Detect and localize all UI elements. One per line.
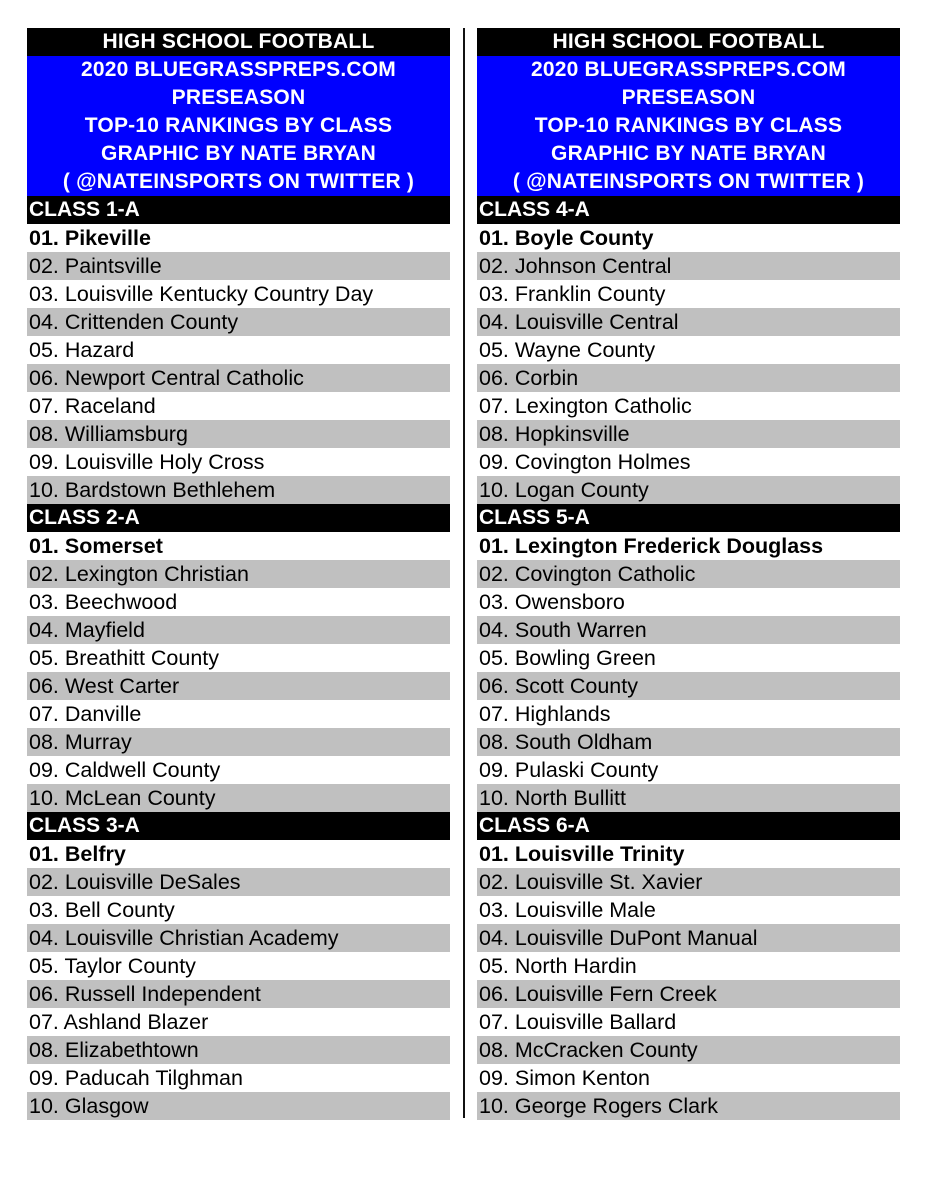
ranking-row: 07. Ashland Blazer <box>27 1008 450 1036</box>
ranking-row: 02. Johnson Central <box>477 252 900 280</box>
ranking-row: 09. Simon Kenton <box>477 1064 900 1092</box>
ranking-row: 09. Covington Holmes <box>477 448 900 476</box>
header-blue-block <box>27 56 450 196</box>
ranking-row: 10. Bardstown Bethlehem <box>27 476 450 504</box>
right-sections <box>477 196 900 1120</box>
ranking-row: 04. Mayfield <box>27 616 450 644</box>
header-blue-block <box>477 56 900 196</box>
left-header <box>27 28 450 196</box>
class-heading: CLASS 1-A <box>27 196 450 224</box>
header-line: ( @NATEINSPORTS ON TWITTER ) <box>512 170 865 193</box>
ranking-row: 01. Louisville Trinity <box>477 840 900 868</box>
ranking-row: 07. Highlands <box>477 700 900 728</box>
ranking-row: 05. Bowling Green <box>477 644 900 672</box>
ranking-row: 07. Raceland <box>27 392 450 420</box>
ranking-row: 06. West Carter <box>27 672 450 700</box>
class-heading: CLASS 4-A <box>477 196 900 224</box>
ranking-row: 04. South Warren <box>477 616 900 644</box>
ranking-row: 08. Hopkinsville <box>477 420 900 448</box>
ranking-row: 07. Lexington Catholic <box>477 392 900 420</box>
ranking-row: 08. Williamsburg <box>27 420 450 448</box>
header-line: TOP-10 RANKINGS BY CLASS <box>534 114 843 137</box>
ranking-row: 08. Murray <box>27 728 450 756</box>
header-line: PRESEASON <box>171 86 306 109</box>
ranking-row: 02. Covington Catholic <box>477 560 900 588</box>
ranking-row: 04. Louisville Christian Academy <box>27 924 450 952</box>
ranking-row: 05. North Hardin <box>477 952 900 980</box>
class-heading: CLASS 6-A <box>477 812 900 840</box>
ranking-row: 03. Bell County <box>27 896 450 924</box>
ranking-row: 08. Elizabethtown <box>27 1036 450 1064</box>
ranking-row: 09. Caldwell County <box>27 756 450 784</box>
ranking-row: 08. South Oldham <box>477 728 900 756</box>
right-header <box>477 28 900 196</box>
ranking-row: 03. Louisville Male <box>477 896 900 924</box>
ranking-row: 02. Lexington Christian <box>27 560 450 588</box>
ranking-row: 06. Louisville Fern Creek <box>477 980 900 1008</box>
header-title: HIGH SCHOOL FOOTBALL <box>27 28 450 56</box>
class-heading: CLASS 3-A <box>27 812 450 840</box>
ranking-row: 01. Somerset <box>27 532 450 560</box>
header-title: HIGH SCHOOL FOOTBALL <box>477 28 900 56</box>
ranking-row: 08. McCracken County <box>477 1036 900 1064</box>
header-line: 2020 BLUEGRASSPREPS.COM <box>80 58 397 81</box>
ranking-row: 04. Crittenden County <box>27 308 450 336</box>
ranking-row: 10. George Rogers Clark <box>477 1092 900 1120</box>
ranking-row: 07. Louisville Ballard <box>477 1008 900 1036</box>
ranking-row: 07. Danville <box>27 700 450 728</box>
ranking-row: 05. Hazard <box>27 336 450 364</box>
ranking-row: 10. McLean County <box>27 784 450 812</box>
ranking-row: 02. Paintsville <box>27 252 450 280</box>
ranking-row: 03. Louisville Kentucky Country Day <box>27 280 450 308</box>
header-line: TOP-10 RANKINGS BY CLASS <box>84 114 393 137</box>
ranking-row: 01. Lexington Frederick Douglass <box>477 532 900 560</box>
ranking-row: 03. Franklin County <box>477 280 900 308</box>
ranking-row: 03. Owensboro <box>477 588 900 616</box>
header-line: ( @NATEINSPORTS ON TWITTER ) <box>62 170 415 193</box>
ranking-row: 10. North Bullitt <box>477 784 900 812</box>
header-line: 2020 BLUEGRASSPREPS.COM <box>530 58 847 81</box>
ranking-row: 01. Boyle County <box>477 224 900 252</box>
ranking-row: 06. Scott County <box>477 672 900 700</box>
ranking-row: 10. Glasgow <box>27 1092 450 1120</box>
ranking-row: 04. Louisville Central <box>477 308 900 336</box>
ranking-row: 02. Louisville DeSales <box>27 868 450 896</box>
left-sections <box>27 196 450 1120</box>
ranking-row: 09. Paducah Tilghman <box>27 1064 450 1092</box>
left-column <box>27 28 450 1120</box>
right-column <box>477 28 900 1120</box>
ranking-row: 09. Pulaski County <box>477 756 900 784</box>
class-heading: CLASS 5-A <box>477 504 900 532</box>
header-line: GRAPHIC BY NATE BRYAN <box>101 142 376 165</box>
ranking-row: 01. Belfry <box>27 840 450 868</box>
ranking-row: 01. Pikeville <box>27 224 450 252</box>
ranking-row: 03. Beechwood <box>27 588 450 616</box>
ranking-row: 04. Louisville DuPont Manual <box>477 924 900 952</box>
ranking-row: 02. Louisville St. Xavier <box>477 868 900 896</box>
ranking-row: 10. Logan County <box>477 476 900 504</box>
header-line: PRESEASON <box>621 86 756 109</box>
ranking-row: 06. Newport Central Catholic <box>27 364 450 392</box>
header-line: GRAPHIC BY NATE BRYAN <box>551 142 826 165</box>
ranking-row: 05. Breathitt County <box>27 644 450 672</box>
ranking-row: 06. Russell Independent <box>27 980 450 1008</box>
class-heading: CLASS 2-A <box>27 504 450 532</box>
ranking-row: 05. Taylor County <box>27 952 450 980</box>
ranking-row: 05. Wayne County <box>477 336 900 364</box>
column-divider <box>463 28 465 1118</box>
ranking-row: 06. Corbin <box>477 364 900 392</box>
ranking-row: 09. Louisville Holy Cross <box>27 448 450 476</box>
